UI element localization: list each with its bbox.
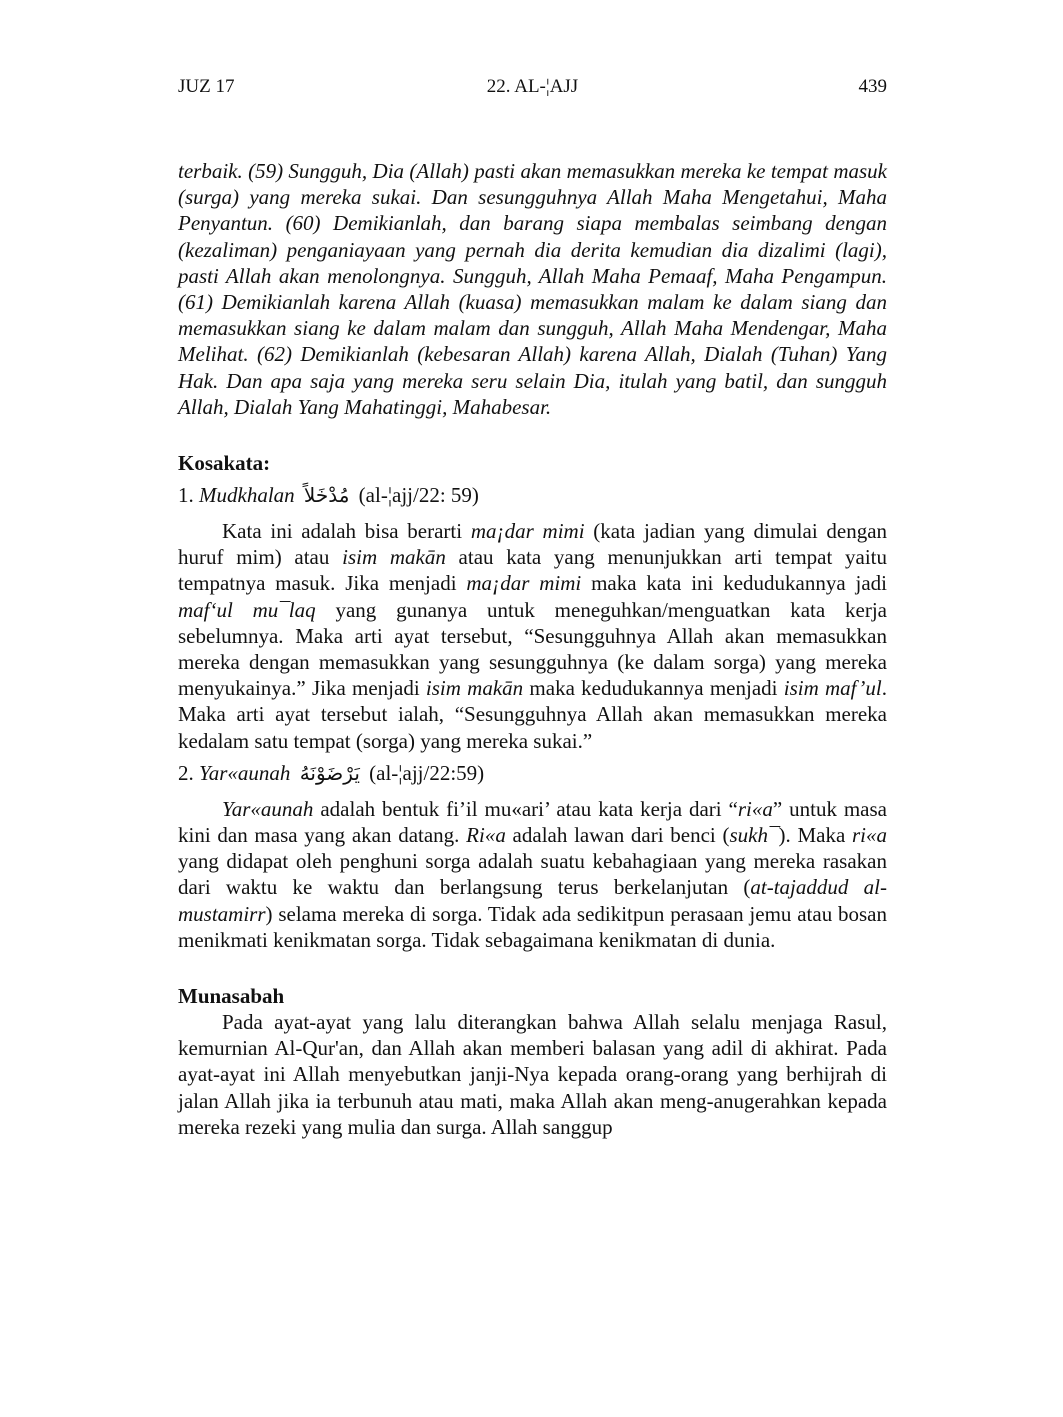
vocab-item-2 — [178, 758, 887, 788]
translation-paragraph: terbaik. (59) Sungguh, Dia (Allah) pasti akan memasukkan mereka ke tempat masuk (surga) yang mereka sukai. Dan sesungguhnya Allah Maha Mengetahui, Maha Penyantun. (60) Demikianlah, dan barang siapa membalas seimbang dengan (kezaliman) penganiayaan yang pernah dia derita kemudian dia dizalimi (lagi), pasti Allah akan menolongnya. Sungguh, Allah Maha Pemaaf, Maha Pengampun. (61) Demikianlah karena Allah (kuasa) memasukkan malam ke dalam siang dan memasukkan siang ke dalam malam dan sungguh, Allah Maha Mendengar, Maha Melihat. (62) Demikianlah (kebesaran Allah) karena Allah, Dialah (Tuhan) Yang Hak. Dan apa saja yang mereka seru selain Dia, itulah yang batil, dan sungguh Allah, Dialah Yang Mahatinggi, Mahabesar. — [178, 159, 887, 419]
kosakata-heading: Kosakata: — [178, 451, 271, 476]
vocab-2-explanation: Yar«aunah adalah bentuk fi’il mu«ari’ atau kata kerja dari “ri«a” untuk masa kini dan masa yang akan datang. Ri«a adalah lawan dari benci (sukh¯). Maka ri«a yang didapat oleh penghuni sorga adalah suatu kebahagiaan yang mereka rasakan dari waktu ke waktu dan berlangsung terus berkelanjutan (at-tajaddud al-mustamirr) selama mereka di sorga. Tidak ada sedikitpun perasaan jemu atau bosan menikmati kenikmatan sorga. Tidak sebagaimana kenikmatan di dunia. — [178, 796, 887, 952]
vocab-reference: (al-¦ajj/22:59) — [369, 760, 485, 785]
vocab-1-explanation: Kata ini adalah bisa berarti ma¡dar mimi (kata jadian yang dimulai dengan huruf mim) atau isim makān atau kata yang menunjukkan arti tempat yaitu tempatnya masuk. Jika menjadi ma¡dar mimi maka kata ini kedudukannya jadi maf‘ul mu¯laq yang gunanya untuk meneguhkan/menguatkan kata kerja sebelumnya. Maka arti ayat tersebut, “Sesungguhnya Allah akan memasukkan mereka dengan memasukkan yang sesungguhnya (ke dalam sorga) yang mereka menyukainya.” Jika menjadi isim makān maka kedudukannya menjadi isim maf’ul. Maka arti ayat tersebut ialah, “Sesungguhnya Allah akan memasukkan mereka kedalam satu tempat (sorga) yang mereka sukai.” — [178, 519, 888, 753]
page-body — [178, 158, 887, 1140]
page-number: 439 — [858, 76, 887, 97]
munasabah-paragraph: Pada ayat-ayat yang lalu diterangkan bahwa Allah selalu menjaga Rasul, kemurnian Al-Qur'an, dan Allah akan memberi balasan yang adil di akhirat. Pada ayat-ayat ini Allah menyebutkan janji-Nya kepada orang-orang yang berhijrah di jalan Allah jika ia terbunuh atau mati, maka Allah akan meng-anugerahkan kepada mereka rezeki yang mulia dan surga. Allah sanggup — [178, 1010, 887, 1139]
juz-label: JUZ 17 — [178, 76, 235, 97]
vocab-arabic: مُدْخَلاً — [303, 483, 350, 508]
vocab-item-1 — [178, 480, 887, 510]
vocab-term: Yar«aunah — [199, 760, 291, 785]
vocab-term: Mudkhalan — [199, 483, 295, 508]
vocab-reference: (al-¦ajj/22: 59) — [358, 483, 479, 508]
munasabah-heading: Munasabah — [178, 984, 285, 1009]
vocab-arabic: يَرْضَوْنَهُ — [299, 760, 360, 785]
vocab-number: 2. — [178, 760, 194, 785]
surah-title: 22. AL-¦AJJ — [486, 76, 579, 97]
vocab-number: 1. — [178, 483, 194, 508]
running-header — [178, 76, 887, 102]
